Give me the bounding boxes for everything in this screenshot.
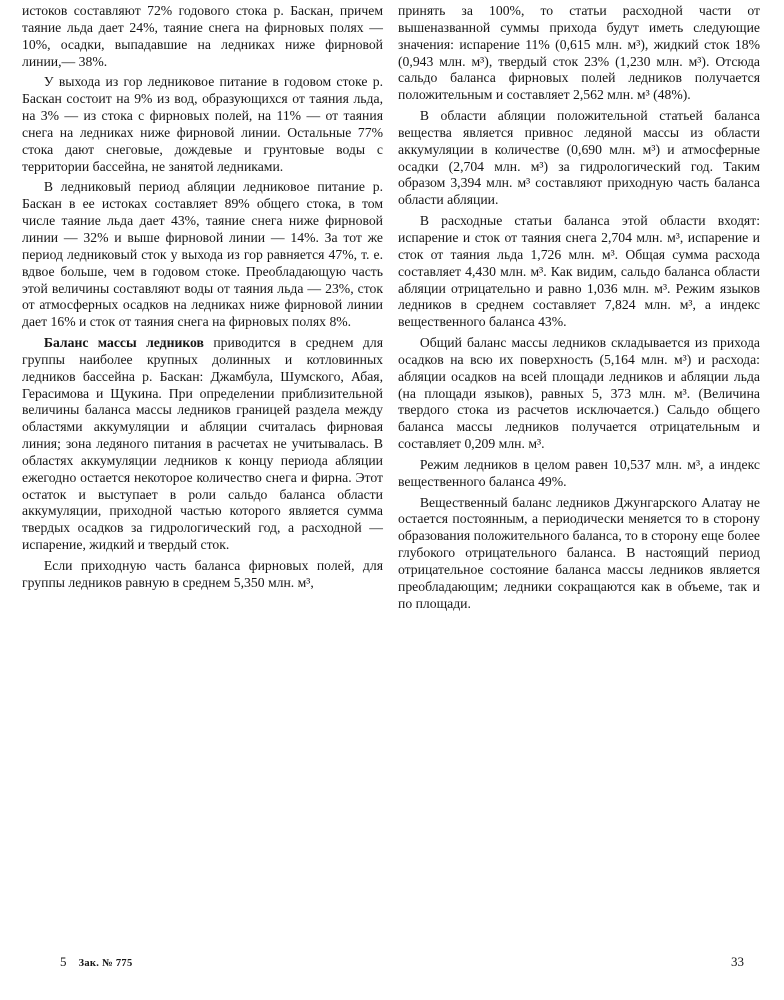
- paragraph-total-balance: Общий баланс массы ледников складывается из прихода осадков на всю их поверхность (5,164 млн. м³) и расхода: абляции осадков на всей площади ледников и абляции льда (на площади языков), равных 5, 373 млн. м³. (Величина твердого стока из расчетов исключается.) Сальдо общего баланса массы ледников получается отрицательным и составляет 0,209 млн. м³.: [398, 335, 760, 452]
- paragraph-firn-expenditure: принять за 100%, то статьи расходной части от вышеназванной суммы прихода будут иметь следующие значения: испарение 11% (0,615 млн. м³), жидкий сток 18% (0,943 млн. м³), твердый сток 23% (1,230 млн. м³). Отсюда сальдо баланса фирновых полей ледников получается положительным и составляет 2,562 млн. м³ (48%).: [398, 3, 760, 103]
- paragraph-ablation-period: В ледниковый период абляции ледниковое питание р. Баскан в ее истоках составляет 89% общего стока, в том числе таяние льда дает 43%, таяние снега ниже фирновой линии — 32% и выше фирновой линии — 14%. За тот же период ледниковый сток у выхода из гор равняется 47%, т. е. вдвое больше, чем в годовом стоке. Преобладающую часть этой величины составляют воды от таяния льда — 23%, сток от атмосферных осадков на ледниках ниже фирновой линии дает 16% и сток от таяния снега на фирновых полях 8%.: [22, 179, 383, 330]
- page-number: 33: [731, 954, 744, 969]
- mass-balance-heading: Баланс массы ледников: [43, 335, 204, 351]
- signature-number: 5: [60, 954, 67, 969]
- paragraph-firn-income: Если приходную часть баланса фирновых полей, для группы ледников равную в среднем 5,350 млн. м³,: [22, 558, 383, 590]
- paragraph-balance-variability: Вещественный баланс ледников Джунгарского Алатау не остается постоянным, а периодически меняется то в сторону образования положительного баланса, то в сторону еще более глубокого отрицательного баланса. В настоящий период отрицательное состояние баланса массы ледников является преобладающим; ледники сокращаются как в объеме, так и по площади.: [398, 494, 760, 611]
- signature-order: Зак. № 775: [78, 958, 133, 969]
- paragraph-mass-balance: [22, 335, 383, 554]
- left-column: [22, 3, 383, 592]
- paragraph-annual-glacial-feeding: У выхода из гор ледниковое питание в годовом стоке р. Баскан состоит на 9% из вод, образующихся от таяния льда, на 3% — из стока с фирновых полей, на 11% — от таяния снега на ледниках ниже фирновой линии. Остальные 77% стока дают снеговые, дождевые и грунтовые воды с территории бассейна, не занятой ледниками.: [22, 74, 383, 174]
- paragraph-glacier-regime: Режим ледников в целом равен 10,537 млн. м³, а индекс вещественного баланса 49%.: [398, 456, 760, 489]
- right-column: [398, 3, 760, 613]
- paragraph-ablation-income: В области абляции положительной статьей баланса вещества является привнос ледяной массы из области аккумуляции в количестве (0,690 млн. м³) и атмосферные осадки (2,704 млн. м³) за гидрологический год. Таким образом 3,394 млн. м³ составляют приходную часть баланса области абляции.: [398, 108, 760, 208]
- paragraph-runoff-sources: истоков составляют 72% годового стока р. Баскан, причем таяние льда дает 24%, таяние снега на фирновых полях — 10%, осадки, выпадавшие на ледниках ниже фирновой линии,— 38%.: [22, 3, 383, 69]
- paragraph-ablation-expenditure: В расходные статьи баланса этой области входят: испарение и сток от таяния снега 2,704 млн. м³, испарение и сток от таяния льда 1,726 млн. м³. Общая сумма расхода составляет 4,430 млн. м³. Как видим, сальдо баланса области абляции отрицательно и равно 1,036 млн. м³. Режим языков ледников в среднем составляет 7,824 млн. м³, а индекс вещественного баланса 43%.: [398, 213, 760, 330]
- printer-signature: [60, 955, 133, 971]
- mass-balance-text: приводится в среднем для группы наиболее крупных долинных и котловинных ледников бассейна р. Баскан: Джамбула, Шумского, Абая, Герасимова и Щукина. При определении приблизительной величины баланса массы ледников границей раздела между областями аккумуляции и абляции считалась фирновая линия; зона ледяного питания в расчетах не учитывалась. В областях аккумуляции ледников к концу периода абляции ежегодно остается некоторое количество снега и фирна. Этот остаток и выступает в роли сальдо баланса области аккумуляции, приходной частью которого является сумма твердых осадков за гидрологический год, а расходной — испарение, жидкий и твердый сток.: [22, 335, 383, 553]
